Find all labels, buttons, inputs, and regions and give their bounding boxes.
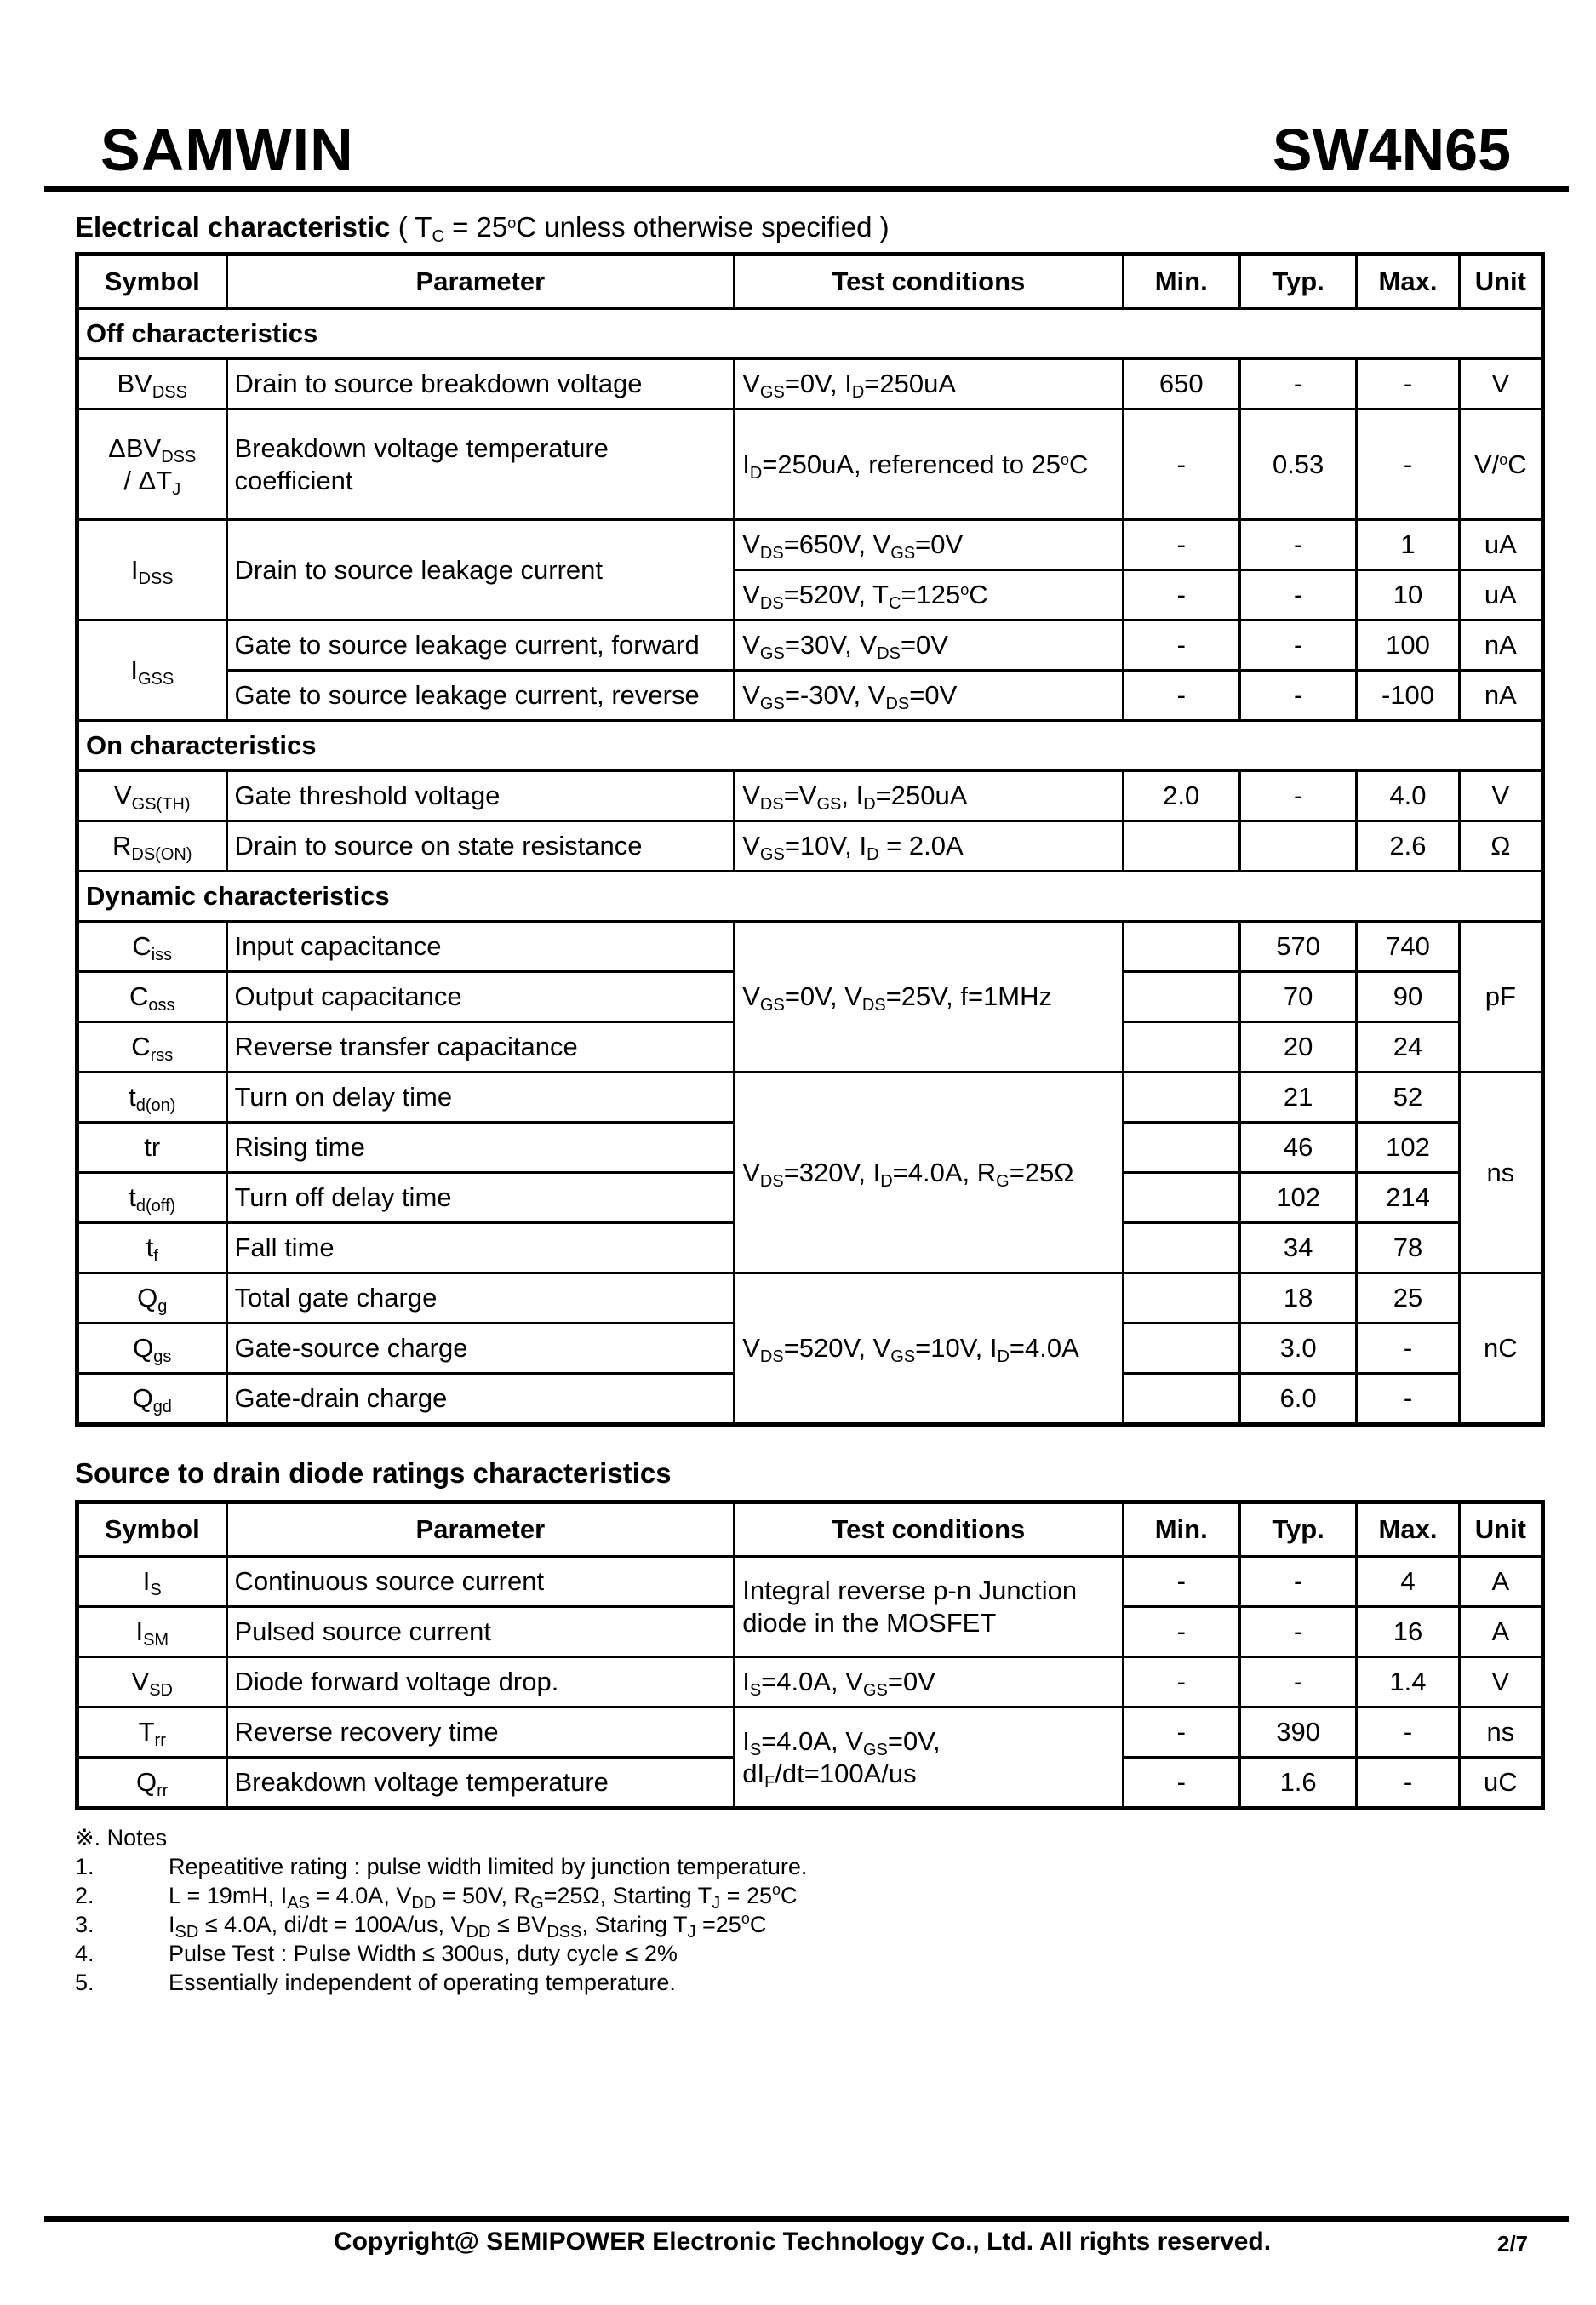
- max-cell: 4.0: [1357, 771, 1459, 821]
- symbol-cell: tr: [77, 1123, 227, 1173]
- page-number: 2/7: [1497, 2231, 1529, 2256]
- header-min: Min.: [1123, 1502, 1239, 1557]
- min-cell: -: [1123, 570, 1239, 621]
- test-cell: Integral reverse p-n Junction diode in the MOSFET: [735, 1557, 1123, 1657]
- max-cell: 52: [1357, 1072, 1459, 1123]
- max-cell: -100: [1357, 671, 1459, 721]
- header-max: Max.: [1357, 1502, 1459, 1557]
- unit-cell: ns: [1459, 1707, 1542, 1758]
- max-cell: 90: [1357, 972, 1459, 1022]
- min-cell: [1123, 1173, 1239, 1223]
- symbol-cell: $T_{rr}$: [77, 1707, 227, 1758]
- max-cell: 78: [1357, 1223, 1459, 1273]
- symbol-cell: $C_{iss}$: [77, 922, 227, 972]
- header-max: Max.: [1357, 255, 1459, 309]
- symbol-cell: $Q_{gd}$: [77, 1374, 227, 1425]
- symbol-cell: $BV_{DSS}$: [77, 359, 227, 409]
- parameter-cell: Turn on delay time: [226, 1072, 735, 1123]
- min-cell: [1123, 1123, 1239, 1173]
- table-row: [77, 922, 1543, 972]
- max-cell: 1: [1357, 520, 1459, 570]
- unit-cell: uA: [1459, 570, 1542, 621]
- min-cell: -: [1123, 1758, 1239, 1809]
- min-cell: [1123, 922, 1239, 972]
- min-cell: [1123, 1374, 1239, 1425]
- min-cell: -: [1123, 520, 1239, 570]
- test-cell: $I_S=4.0A$, $V_{GS}=0V$: [735, 1657, 1123, 1707]
- symbol-cell: $I_{DSS}$: [77, 520, 227, 621]
- header-parameter: Parameter: [226, 255, 735, 309]
- symbol-cell: $t_f$: [77, 1223, 227, 1273]
- symbol-cell: $V_{SD}$: [77, 1657, 227, 1707]
- test-cell: $V_{DS}=520V$, $T_C=125^oC$: [735, 570, 1123, 621]
- typ-cell: -: [1239, 1607, 1356, 1657]
- note-item: 3. $I_{SD} \le 4.0A$, di/dt = 100A/us, $V_{DD} \le BV_{DSS}$, Staring $T_J =25^oC$: [75, 1910, 767, 1942]
- test-cell: $V_{GS}=10V$, $I_D = 2.0A$: [735, 821, 1123, 872]
- header-unit: Unit: [1459, 255, 1542, 309]
- min-cell: -: [1123, 409, 1239, 520]
- parameter-cell: Drain to source on state resistance: [226, 821, 735, 872]
- typ-cell: -: [1239, 771, 1356, 821]
- unit-cell: pF: [1459, 922, 1542, 1072]
- unit-cell: V: [1459, 771, 1542, 821]
- header-test-conditions: Test conditions: [735, 255, 1123, 309]
- notes: [75, 1823, 807, 1997]
- min-cell: [1123, 1072, 1239, 1123]
- parameter-cell: Total gate charge: [226, 1273, 735, 1324]
- max-cell: -: [1357, 1324, 1459, 1374]
- typ-cell: 46: [1239, 1123, 1356, 1173]
- note-item: 1. Repeatitive rating : pulse width limited by junction temperature.: [75, 1854, 808, 1879]
- parameter-cell: Reverse transfer capacitance: [226, 1022, 735, 1072]
- symbol-cell: $V_{GS(TH)}$: [77, 771, 227, 821]
- min-cell: [1123, 1223, 1239, 1273]
- header-typ: Typ.: [1239, 1502, 1356, 1557]
- parameter-cell: Gate-source charge: [226, 1324, 735, 1374]
- header-symbol: Symbol: [77, 255, 227, 309]
- parameter-cell: Drain to source breakdown voltage: [226, 359, 735, 409]
- unit-cell: A: [1459, 1607, 1542, 1657]
- typ-cell: 390: [1239, 1707, 1356, 1758]
- test-cell: $V_{GS}=30V$, $V_{DS}=0V$: [735, 621, 1123, 671]
- unit-cell: uC: [1459, 1758, 1542, 1809]
- symbol-cell: $Q_g$: [77, 1273, 227, 1324]
- typ-cell: 0.53: [1239, 409, 1356, 520]
- max-cell: 100: [1357, 621, 1459, 671]
- max-cell: 24: [1357, 1022, 1459, 1072]
- max-cell: 102: [1357, 1123, 1459, 1173]
- symbol-cell: $I_{SM}$: [77, 1607, 227, 1657]
- min-cell: 650: [1123, 359, 1239, 409]
- typ-cell: 6.0: [1239, 1374, 1356, 1425]
- table-header-row: [77, 255, 1543, 309]
- min-cell: -: [1123, 1607, 1239, 1657]
- min-cell: 2.0: [1123, 771, 1239, 821]
- table-row: [77, 671, 1543, 721]
- note-item: 4. Pulse Test : Pulse Width ≤ 300us, duty cycle ≤ 2%: [75, 1941, 678, 1966]
- table-row: [77, 621, 1543, 671]
- max-cell: -: [1357, 409, 1459, 520]
- footer-rule: [44, 2216, 1569, 2222]
- parameter-cell: Pulsed source current: [226, 1607, 735, 1657]
- diode-section-title: Source to drain diode ratings characteristics: [75, 1457, 672, 1489]
- max-cell: -: [1357, 1707, 1459, 1758]
- symbol-cell: $t_{d(off)}$: [77, 1173, 227, 1223]
- unit-cell: A: [1459, 1557, 1542, 1607]
- parameter-cell: Gate-drain charge: [226, 1374, 735, 1425]
- min-cell: [1123, 821, 1239, 872]
- notes-heading: ※. Notes: [75, 1825, 168, 1850]
- table-header-row: [77, 1502, 1543, 1557]
- brand-logo: SAMWIN: [100, 117, 354, 183]
- header-symbol: Symbol: [77, 1502, 227, 1557]
- min-cell: -: [1123, 1557, 1239, 1607]
- header-min: Min.: [1123, 255, 1239, 309]
- test-cell: $V_{GS}=0V$, $I_D=250uA$: [735, 359, 1123, 409]
- table-row: [77, 409, 1543, 520]
- typ-cell: -: [1239, 621, 1356, 671]
- max-cell: 25: [1357, 1273, 1459, 1324]
- test-cell: $V_{DS}=V_{GS}$, $I_D=250uA$: [735, 771, 1123, 821]
- electrical-table: [75, 252, 1545, 1427]
- max-cell: 16: [1357, 1607, 1459, 1657]
- max-cell: 2.6: [1357, 821, 1459, 872]
- symbol-cell: $R_{DS(ON)}$: [77, 821, 227, 872]
- table-row: [77, 1273, 1543, 1324]
- parameter-cell: Gate to source leakage current, forward: [226, 621, 735, 671]
- typ-cell: -: [1239, 671, 1356, 721]
- parameter-cell: Breakdown voltage temperature: [226, 1758, 735, 1809]
- test-cell: $V_{DS}=650V$, $V_{GS}=0V$: [735, 520, 1123, 570]
- table-row: [77, 1657, 1543, 1707]
- parameter-cell: Breakdown voltage temperature coefficient: [226, 409, 735, 520]
- typ-cell: 34: [1239, 1223, 1356, 1273]
- part-number: SW4N65: [1272, 117, 1511, 183]
- parameter-cell: Reverse recovery time: [226, 1707, 735, 1758]
- max-cell: 4: [1357, 1557, 1459, 1607]
- test-cell: $I_D=250uA$, referenced to 25$^o$C: [735, 409, 1123, 520]
- unit-cell: nA: [1459, 621, 1542, 671]
- typ-cell: 18: [1239, 1273, 1356, 1324]
- test-cell: $V_{GS}=0V$, $V_{DS}=25V$, f=1MHz: [735, 922, 1123, 1072]
- symbol-cell: $Q_{gs}$: [77, 1324, 227, 1374]
- max-cell: 10: [1357, 570, 1459, 621]
- max-cell: 214: [1357, 1173, 1459, 1223]
- symbol-cell: $t_{d(on)}$: [77, 1072, 227, 1123]
- test-cell: $V_{DS}=320V$, $I_D=4.0A$, $R_G=25\Omega$: [735, 1072, 1123, 1273]
- parameter-cell: Turn off delay time: [226, 1173, 735, 1223]
- parameter-cell: Output capacitance: [226, 972, 735, 1022]
- category-dynamic: Dynamic characteristics: [77, 872, 1543, 922]
- unit-cell: V/$^o$C: [1459, 409, 1542, 520]
- table-row: [77, 1072, 1543, 1123]
- unit-cell: nC: [1459, 1273, 1542, 1425]
- min-cell: [1123, 1273, 1239, 1324]
- typ-cell: 102: [1239, 1173, 1356, 1223]
- unit-cell: V: [1459, 359, 1542, 409]
- typ-cell: 1.6: [1239, 1758, 1356, 1809]
- parameter-cell: Fall time: [226, 1223, 735, 1273]
- header-parameter: Parameter: [226, 1502, 735, 1557]
- min-cell: -: [1123, 671, 1239, 721]
- typ-cell: 70: [1239, 972, 1356, 1022]
- min-cell: -: [1123, 1707, 1239, 1758]
- parameter-cell: Continuous source current: [226, 1557, 735, 1607]
- max-cell: 1.4: [1357, 1657, 1459, 1707]
- typ-cell: -: [1239, 520, 1356, 570]
- parameter-cell: Gate to source leakage current, reverse: [226, 671, 735, 721]
- typ-cell: [1239, 821, 1356, 872]
- min-cell: [1123, 972, 1239, 1022]
- min-cell: [1123, 1324, 1239, 1374]
- symbol-cell: $Q_{rr}$: [77, 1758, 227, 1809]
- typ-cell: -: [1239, 1657, 1356, 1707]
- symbol-cell: $C_{oss}$: [77, 972, 227, 1022]
- parameter-cell: Gate threshold voltage: [226, 771, 735, 821]
- parameter-cell: Drain to source leakage current: [226, 520, 735, 621]
- max-cell: -: [1357, 1758, 1459, 1809]
- test-cell: $I_S=4.0A$, $V_{GS}=0V$, $dI_F/dt=100A/us$: [735, 1707, 1123, 1809]
- max-cell: -: [1357, 359, 1459, 409]
- symbol-cell: $I_S$: [77, 1557, 227, 1607]
- unit-cell: nA: [1459, 671, 1542, 721]
- diode-table: [75, 1500, 1545, 1810]
- parameter-cell: Diode forward voltage drop.: [226, 1657, 735, 1707]
- header-rule: [44, 186, 1569, 192]
- note-item: 5. Essentially independent of operating temperature.: [75, 1970, 676, 1995]
- typ-cell: -: [1239, 359, 1356, 409]
- unit-cell: Ω: [1459, 821, 1542, 872]
- symbol-cell: $\Delta BV_{DSS}$ / $\Delta T_J$: [77, 409, 227, 520]
- typ-cell: 570: [1239, 922, 1356, 972]
- typ-cell: -: [1239, 1557, 1356, 1607]
- table-row: [77, 771, 1543, 821]
- test-cell: $V_{DS}=520V$, $V_{GS}=10V$, $I_D=4.0A$: [735, 1273, 1123, 1425]
- table-row: [77, 1557, 1543, 1607]
- copyright-text: Copyright@ SEMIPOWER Electronic Technology Co., Ltd. All rights reserved.: [334, 2228, 1272, 2256]
- unit-cell: ns: [1459, 1072, 1542, 1273]
- max-cell: -: [1357, 1374, 1459, 1425]
- header-unit: Unit: [1459, 1502, 1542, 1557]
- unit-cell: V: [1459, 1657, 1542, 1707]
- parameter-cell: Rising time: [226, 1123, 735, 1173]
- typ-cell: 20: [1239, 1022, 1356, 1072]
- min-cell: -: [1123, 1657, 1239, 1707]
- parameter-cell: Input capacitance: [226, 922, 735, 972]
- symbol-cell: $C_{rss}$: [77, 1022, 227, 1072]
- table-row: [77, 520, 1543, 570]
- min-cell: -: [1123, 621, 1239, 671]
- header-test-conditions: Test conditions: [735, 1502, 1123, 1557]
- typ-cell: 3.0: [1239, 1324, 1356, 1374]
- unit-cell: uA: [1459, 520, 1542, 570]
- test-cell: $V_{GS}=-30V$, $V_{DS}=0V$: [735, 671, 1123, 721]
- max-cell: 740: [1357, 922, 1459, 972]
- electrical-section-title: Electrical characteristic ( $T_C = 25^oC$ unless otherwise specified ): [75, 211, 890, 246]
- table-row: [77, 1707, 1543, 1758]
- typ-cell: 21: [1239, 1072, 1356, 1123]
- min-cell: [1123, 1022, 1239, 1072]
- category-on: On characteristics: [77, 721, 1543, 771]
- table-row: [77, 359, 1543, 409]
- symbol-cell: $I_{GSS}$: [77, 621, 227, 721]
- typ-cell: -: [1239, 570, 1356, 621]
- category-off: Off characteristics: [77, 309, 1543, 359]
- note-item: 2. L = 19mH, $I_{AS} = 4.0A$, $V_{DD} = 50V$, $R_G=25\Omega$, Starting $T_J = 25^oC$: [75, 1881, 798, 1913]
- header-typ: Typ.: [1239, 255, 1356, 309]
- table-row: [77, 821, 1543, 872]
